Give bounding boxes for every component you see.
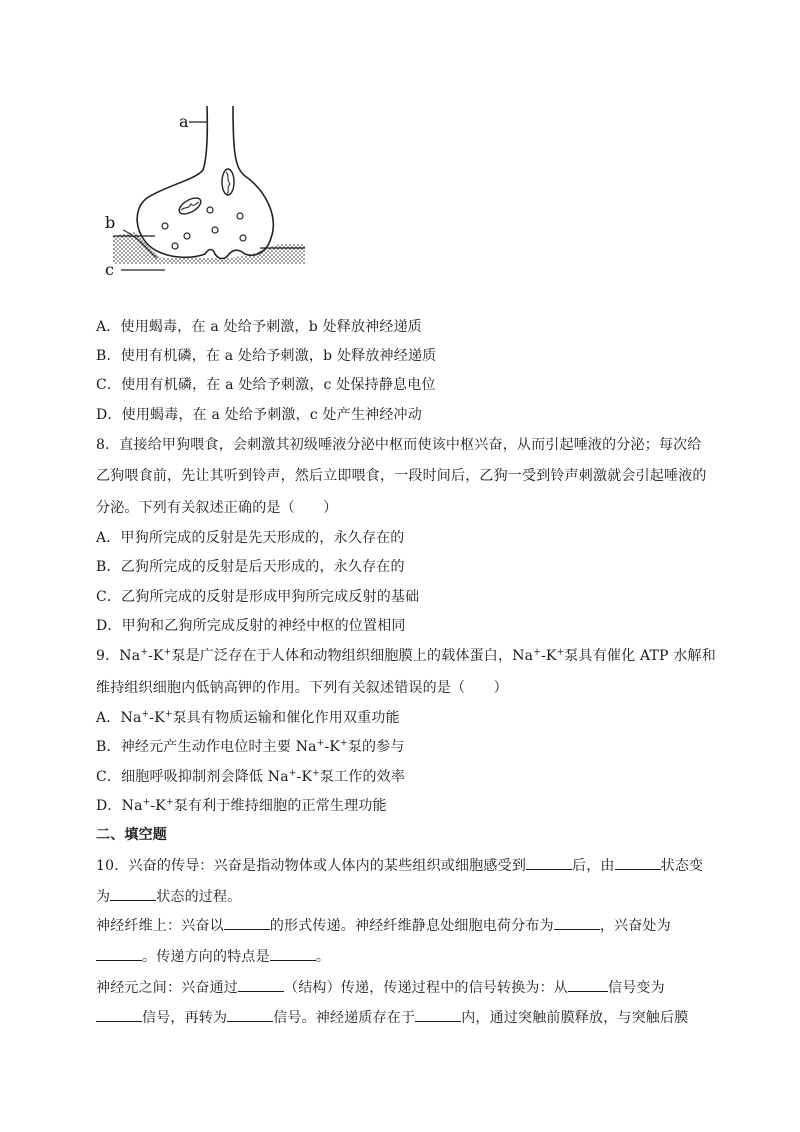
q10-line3: 神经纤维上：兴奋以 的形式传递。神经纤维静息处细胞电荷分布为 ，兴奋处为 — [96, 918, 671, 934]
label-b: b — [105, 213, 116, 232]
synaptic-vesicle — [240, 235, 246, 241]
synaptic-vesicle — [162, 223, 168, 229]
answer-blank — [96, 1009, 142, 1022]
q7-option-d: D．使用蝎毒，在 a 处给予刺激，c 处产生神经冲动 — [96, 407, 422, 423]
answer-blank — [526, 857, 572, 870]
q10-line4: 。传递方向的特点是 。 — [96, 946, 330, 966]
q8-option-d: D．甲狗和乙狗所完成反射的神经中枢的位置相同 — [96, 618, 406, 634]
q9-option-b: B．神经元产生动作电位时主要 Na+-K+泵的参与 — [96, 738, 405, 755]
q7-option-c: C．使用有机磷，在 a 处给予刺激，c 处保持静息电位 — [96, 377, 436, 393]
synaptic-vesicle — [184, 233, 190, 239]
answer-blank — [224, 917, 270, 930]
q8-stem-line2: 乙狗喂食前，先让其听到铃声，然后立即喂食，一段时间后，乙狗一受到铃声刺激就会引起唾液的 — [96, 468, 707, 484]
answer-blank — [415, 1009, 461, 1022]
q9-stem-line2: 维持组织细胞内低钠高钾的作用。下列有关叙述错误的是（ ） — [96, 680, 508, 696]
label-a: a — [179, 112, 189, 131]
section-heading: 二、填空题 — [96, 827, 167, 843]
q8-stem-line1: 8．直接给甲狗喂食，会刺激其初级唾液分泌中枢而使该中枢兴奋，从而引起唾液的分泌；每次给 — [96, 437, 702, 453]
q10-line2: 为 状态的过程。 — [96, 889, 242, 905]
q8-option-a: A．甲狗所完成的反射是先天形成的，永久存在的 — [96, 530, 405, 546]
q7-option-b: B．使用有机磷，在 a 处给予刺激，b 处释放神经递质 — [96, 348, 437, 364]
synapse-diagram — [95, 98, 325, 288]
q10-line5: 神经元之间：兴奋通过 （结构）传递，传递过程中的信号转换为：从 信号变为 — [96, 980, 665, 996]
answer-blank — [227, 1009, 273, 1022]
q9-option-c: C．细胞呼吸抑制剂会降低 Na+-K+泵工作的效率 — [96, 768, 406, 785]
q8-option-b: B．乙狗所完成的反射是后天形成的，永久存在的 — [96, 559, 405, 575]
q8-stem-line3: 分泌。下列有关叙述正确的是（ ） — [96, 500, 338, 516]
q9-option-d: D．Na+-K+泵有利于维持细胞的正常生理功能 — [96, 797, 387, 814]
q10-line6: 信号，再转为 信号。神经递质存在于 内，通过突触前膜释放，与突触后膜 — [96, 1007, 688, 1027]
q9-option-a: A．Na+-K+泵具有物质运输和催化作用双重功能 — [96, 709, 400, 726]
answer-blank — [615, 857, 661, 870]
answer-blank — [554, 917, 600, 930]
answer-blank — [568, 979, 608, 992]
synaptic-vesicle — [237, 213, 243, 219]
answer-blank — [96, 948, 142, 961]
synaptic-vesicle — [172, 243, 178, 249]
answer-blank — [238, 979, 284, 992]
q8-option-c: C．乙狗所完成的反射是形成甲狗所完成反射的基础 — [96, 589, 420, 605]
synaptic-vesicle — [207, 207, 213, 213]
answer-blank — [110, 888, 156, 901]
synaptic-vesicle — [212, 227, 218, 233]
q9-stem-line1: 9．Na+-K+泵是广泛存在于人体和动物组织细胞膜上的载体蛋白，Na+-K+泵具有催化 ATP 水解和 — [96, 647, 716, 664]
q10-line1: 10．兴奋的传导：兴奋是指动物体或人体内的某些组织或细胞感受到 后，由 状态变 — [96, 858, 704, 874]
answer-blank — [270, 948, 316, 961]
axon-terminal-outline — [137, 106, 273, 259]
label-c: c — [105, 260, 114, 279]
q7-option-a: A．使用蝎毒，在 a 处给予刺激，b 处释放神经递质 — [96, 319, 422, 335]
